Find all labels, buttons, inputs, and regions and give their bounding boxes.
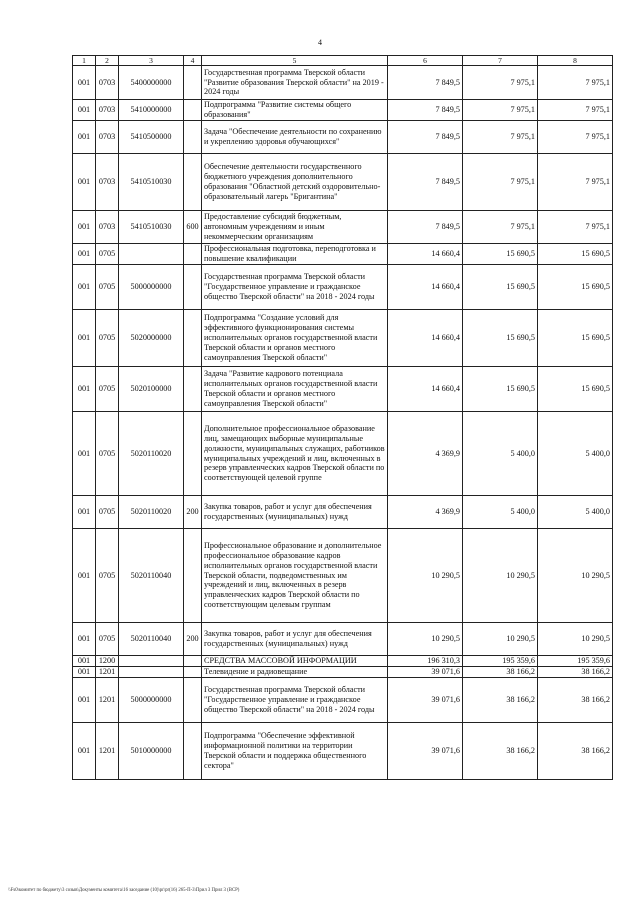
amount-col8-cell: 10 290,5 [538,529,613,623]
section-code-cell: 0705 [96,310,119,367]
admin-code-cell: 001 [73,656,96,667]
target-article-cell: 5020000000 [119,310,184,367]
admin-code-cell: 001 [73,121,96,154]
target-article-cell: 5020110020 [119,412,184,496]
amount-col6-cell: 7 849,5 [388,211,463,244]
file-path-footer: \\Fs0\комитет по бюджету\3 созыв\Документы комитета\16 заседание (10)\pr\pr(16) 265-П-3\Прил 3 Прил 3 (ВСР) [8,888,240,893]
description-cell: Государственная программа Тверской области "Государственное управление и гражданское общество Тверской области" на 2018 - 2024 годы [202,677,388,722]
section-code-cell: 0705 [96,623,119,656]
amount-col8-cell: 10 290,5 [538,623,613,656]
description-cell: Профессиональная подготовка, переподготовка и повышение квалификации [202,244,388,265]
expense-type-cell [184,656,202,667]
amount-col6-cell: 14 660,4 [388,310,463,367]
expense-type-cell [184,265,202,310]
amount-col8-cell: 38 166,2 [538,722,613,779]
amount-col7-cell: 7 975,1 [463,100,538,121]
description-cell: Дополнительное профессиональное образование лиц, замещающих выборные муниципальные должности, муниципальных служащих, работников муниципальных учреждений и лиц, включенных в резерв управленческих кадров Тверской области по соответствующей целевой группе [202,412,388,496]
amount-col7-cell: 38 166,2 [463,677,538,722]
amount-col7-cell: 15 690,5 [463,265,538,310]
amount-col7-cell: 15 690,5 [463,367,538,412]
section-code-cell: 0703 [96,211,119,244]
expense-type-cell [184,154,202,211]
admin-code-cell: 001 [73,211,96,244]
expense-type-cell [184,310,202,367]
page-number: 4 [318,38,322,47]
table-row [73,310,613,367]
amount-col6-cell: 14 660,4 [388,244,463,265]
table-body [73,66,613,780]
amount-col6-cell: 7 849,5 [388,66,463,100]
description-cell: Подпрограмма "Создание условий для эффективного функционирования системы исполнительных органов государственной власти Тверской области и органов местного самоуправления Тверской области" [202,310,388,367]
admin-code-cell: 001 [73,244,96,265]
expense-type-cell: 200 [184,496,202,529]
description-cell: Подпрограмма "Обеспечение эффективной информационной политики на территории Тверской области и поддержка общественного сектора" [202,722,388,779]
section-code-cell: 0705 [96,496,119,529]
amount-col8-cell: 15 690,5 [538,244,613,265]
column-header: 5 [202,56,388,66]
table-row [73,656,613,667]
target-article-cell: 5410510030 [119,154,184,211]
amount-col6-cell: 39 071,6 [388,677,463,722]
expense-type-cell: 200 [184,623,202,656]
column-header: 4 [184,56,202,66]
description-cell: Обеспечение деятельности государственного бюджетного учреждения дополнительного образования "Областной детский оздоровительно-образовательный лагерь "Бригантина" [202,154,388,211]
amount-col8-cell: 7 975,1 [538,211,613,244]
admin-code-cell: 001 [73,496,96,529]
amount-col7-cell: 195 359,6 [463,656,538,667]
amount-col7-cell: 7 975,1 [463,66,538,100]
section-code-cell: 0703 [96,100,119,121]
section-code-cell: 0705 [96,412,119,496]
description-cell: Государственная программа Тверской области "Развитие образования Тверской области" на 2019 - 2024 годы [202,66,388,100]
target-article-cell: 5020110020 [119,496,184,529]
amount-col7-cell: 15 690,5 [463,310,538,367]
expense-type-cell [184,244,202,265]
admin-code-cell: 001 [73,100,96,121]
admin-code-cell: 001 [73,529,96,623]
amount-col8-cell: 7 975,1 [538,121,613,154]
expense-type-cell [184,722,202,779]
target-article-cell: 5410510030 [119,211,184,244]
section-code-cell: 0705 [96,265,119,310]
section-code-cell: 0705 [96,529,119,623]
expense-type-cell [184,100,202,121]
target-article-cell: 5000000000 [119,677,184,722]
amount-col8-cell: 195 359,6 [538,656,613,667]
amount-col8-cell: 38 166,2 [538,666,613,677]
target-article-cell: 5020110040 [119,623,184,656]
table-row [73,677,613,722]
amount-col7-cell: 7 975,1 [463,211,538,244]
amount-col6-cell: 10 290,5 [388,623,463,656]
amount-col8-cell: 5 400,0 [538,412,613,496]
column-header: 1 [73,56,96,66]
description-cell: Задача "Развитие кадрового потенциала исполнительных органов государственной власти Тверской области и органов местного самоуправления Тверской области" [202,367,388,412]
table-row [73,121,613,154]
column-number-row [73,56,613,66]
table-row [73,666,613,677]
target-article-cell: 5410000000 [119,100,184,121]
amount-col7-cell: 5 400,0 [463,496,538,529]
expense-type-cell [184,412,202,496]
amount-col7-cell: 38 166,2 [463,722,538,779]
admin-code-cell: 001 [73,265,96,310]
section-code-cell: 1201 [96,677,119,722]
table-row [73,529,613,623]
description-cell: Подпрограмма "Развитие системы общего образования" [202,100,388,121]
target-article-cell [119,656,184,667]
expense-type-cell [184,529,202,623]
amount-col6-cell: 4 369,9 [388,412,463,496]
table-row [73,265,613,310]
amount-col6-cell: 39 071,6 [388,722,463,779]
amount-col6-cell: 14 660,4 [388,367,463,412]
amount-col8-cell: 5 400,0 [538,496,613,529]
expense-type-cell [184,121,202,154]
amount-col6-cell: 7 849,5 [388,100,463,121]
amount-col8-cell: 7 975,1 [538,66,613,100]
table-row [73,154,613,211]
amount-col7-cell: 10 290,5 [463,529,538,623]
section-code-cell: 1201 [96,722,119,779]
target-article-cell [119,666,184,677]
section-code-cell: 0703 [96,154,119,211]
amount-col7-cell: 7 975,1 [463,154,538,211]
column-header: 7 [463,56,538,66]
admin-code-cell: 001 [73,154,96,211]
amount-col8-cell: 15 690,5 [538,310,613,367]
amount-col8-cell: 38 166,2 [538,677,613,722]
amount-col6-cell: 7 849,5 [388,154,463,211]
description-cell: Государственная программа Тверской области "Государственное управление и гражданское общество Тверской области" на 2018 - 2024 годы [202,265,388,310]
table-row [73,412,613,496]
section-code-cell: 1201 [96,666,119,677]
column-header: 3 [119,56,184,66]
section-code-cell: 1200 [96,656,119,667]
amount-col7-cell: 7 975,1 [463,121,538,154]
description-cell: Предоставление субсидий бюджетным, автономным учреждениям и иным некоммерческим организациям [202,211,388,244]
column-header: 8 [538,56,613,66]
description-cell: Закупка товаров, работ и услуг для обеспечения государственных (муниципальных) нужд [202,623,388,656]
description-cell: Профессиональное образование и дополнительное профессиональное образование кадров исполнительных органов государственной власти Тверской области, подведомственных им учреждений и лиц, включенных в резерв управленческих кадров Тверской области по соответствующим целевым группам [202,529,388,623]
budget-table [72,55,613,780]
amount-col8-cell: 7 975,1 [538,154,613,211]
amount-col8-cell: 7 975,1 [538,100,613,121]
amount-col6-cell: 10 290,5 [388,529,463,623]
table-row [73,623,613,656]
admin-code-cell: 001 [73,310,96,367]
expense-type-cell [184,666,202,677]
target-article-cell: 5400000000 [119,66,184,100]
amount-col7-cell: 38 166,2 [463,666,538,677]
admin-code-cell: 001 [73,623,96,656]
description-cell: Задача "Обеспечение деятельности по сохранению и укреплению здоровья обучающихся" [202,121,388,154]
admin-code-cell: 001 [73,677,96,722]
table-row [73,100,613,121]
section-code-cell: 0703 [96,121,119,154]
target-article-cell: 5410500000 [119,121,184,154]
target-article-cell: 5010000000 [119,722,184,779]
column-header: 2 [96,56,119,66]
amount-col6-cell: 39 071,6 [388,666,463,677]
section-code-cell: 0705 [96,367,119,412]
target-article-cell [119,244,184,265]
section-code-cell: 0703 [96,66,119,100]
table-row [73,722,613,779]
expense-type-cell [184,677,202,722]
admin-code-cell: 001 [73,722,96,779]
expense-type-cell: 600 [184,211,202,244]
table-row [73,496,613,529]
amount-col6-cell: 14 660,4 [388,265,463,310]
amount-col7-cell: 5 400,0 [463,412,538,496]
table-row [73,367,613,412]
amount-col6-cell: 7 849,5 [388,121,463,154]
admin-code-cell: 001 [73,367,96,412]
description-cell: СРЕДСТВА МАССОВОЙ ИНФОРМАЦИИ [202,656,388,667]
expense-type-cell [184,66,202,100]
amount-col8-cell: 15 690,5 [538,265,613,310]
admin-code-cell: 001 [73,666,96,677]
target-article-cell: 5000000000 [119,265,184,310]
target-article-cell: 5020100000 [119,367,184,412]
admin-code-cell: 001 [73,66,96,100]
amount-col8-cell: 15 690,5 [538,367,613,412]
table-row [73,66,613,100]
amount-col6-cell: 4 369,9 [388,496,463,529]
target-article-cell: 5020110040 [119,529,184,623]
column-header: 6 [388,56,463,66]
description-cell: Телевидение и радиовещание [202,666,388,677]
table-row [73,211,613,244]
amount-col6-cell: 196 310,3 [388,656,463,667]
amount-col7-cell: 10 290,5 [463,623,538,656]
description-cell: Закупка товаров, работ и услуг для обеспечения государственных (муниципальных) нужд [202,496,388,529]
admin-code-cell: 001 [73,412,96,496]
table-row [73,244,613,265]
expense-type-cell [184,367,202,412]
section-code-cell: 0705 [96,244,119,265]
amount-col7-cell: 15 690,5 [463,244,538,265]
